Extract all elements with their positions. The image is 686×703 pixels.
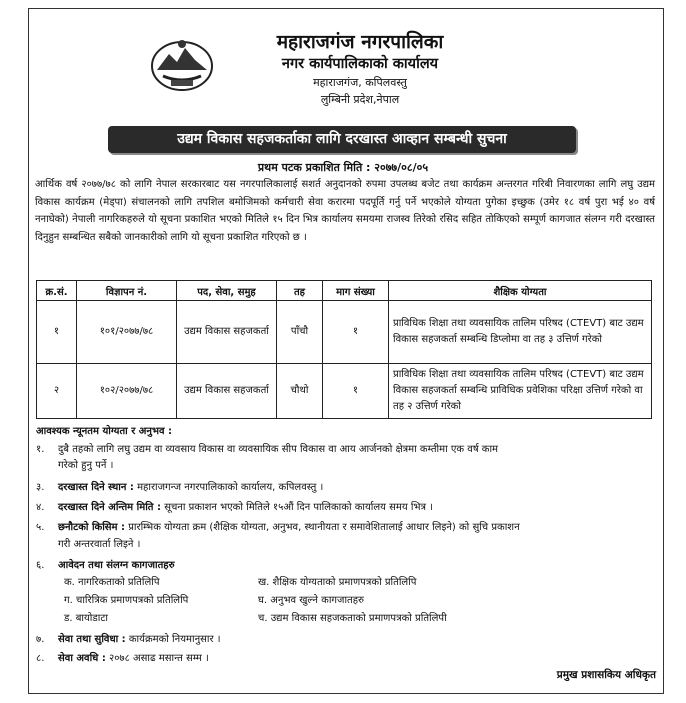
col-header: शैक्षिक योग्यता [389,281,652,301]
req-item-5 [36,520,520,536]
item-text: २०७८ असाढ मसान्त सम्म । [109,653,209,664]
item-text: प्रारम्भिक योग्यता क्रम (शैक्षिक योग्यता, अनुभव, स्थानीयता र समावेशितालाई आधार लिइने) को सुचि प्रकाशन [128,522,520,533]
item-label: दरखास्त दिने अन्तिम मिति : [58,502,161,513]
table-cell: उद्यम विकास सहजकर्ता [177,364,277,419]
item-number: ३. [36,482,45,493]
req-item-7 [36,632,221,648]
item-label: छनौटको किसिम : [58,522,126,533]
table-row [37,301,652,364]
table-cell: १०२/२०७७/७८ [77,364,177,419]
table-cell: १ [323,364,389,419]
doc-item: ख. शैक्षिक योग्यताको प्रमाणपत्रको प्रतिलिपि [258,577,417,588]
item-label: दरखास्त दिने स्थान : [58,482,134,493]
item-text-cont: गरेको हुनु पर्ने । [58,460,114,471]
req-item-8 [36,651,209,667]
item-text: सूचना प्रकाशन भएको मितिले १५औं दिन पालिकाको कार्यालय समय भित्र । [164,502,433,513]
item-label: सेवा अवधि : [58,653,106,664]
col-header: क्र.सं. [37,281,77,301]
item-number: ५. [36,522,45,533]
table-cell: उद्यम विकास सहजकर्ता [177,301,277,364]
item-number: ६. [36,560,45,571]
requirements-heading: आवश्यक न्यूनतम योग्यता र अनुभव : [36,426,173,437]
doc-item: क. नागरिकताको प्रतिलिपि [64,577,160,588]
req-item-6 [36,558,175,574]
publish-date: प्रथम पटक प्रकाशित मिति : २०७७/०८/०५ [257,161,429,174]
item-text: कार्यक्रमको नियमानुसार । [128,634,221,645]
office-province: लुम्बिनी प्रदेश,नेपाल [320,93,400,106]
table-cell: चौथो [277,364,323,419]
doc-item: घ. अनुभव खुल्ने कागजातहरु [258,595,365,606]
table-cell: १ [323,301,389,364]
item-text: दुबै तहको लागि लघु उद्यम वा व्यवसाय विकास वा व्यवसायिक सीप विकास वा आय आर्जनको क्षेत्रमा कम्तीमा एक वर्ष काम [58,444,499,455]
item-number: ४. [36,502,45,513]
doc-item: ग. चारित्रिक प्रमाणपत्रको प्रतिलिपि [64,595,189,606]
table-cell: पाँचौ [277,301,323,364]
table-cell: प्राविधिक शिक्षा तथा व्यवसायिक तालिम परिषद (CTEVT) बाट उद्यम विकास सहजकर्ता सम्बन्धि डिप्लोमा वा तह ३ उत्तिर्ण गरेको [389,301,652,364]
item-number: ८. [36,653,45,664]
req-item-1 [36,442,498,458]
table-cell: १ [37,301,77,364]
col-header: पद, सेवा, समुह [177,281,277,301]
vacancy-table [36,280,652,419]
item-number: ७. [36,634,45,645]
item-label: सेवा तथा सुविधा : [58,634,126,645]
table-header-row [37,281,652,301]
notice-title: उद्यम विकास सहजकर्ताका लागि दरखास्त आव्हान सम्बन्धी सुचना [108,126,576,153]
nepal-emblem-icon [149,36,215,92]
item-label: आवेदन तथा संलग्न कागजातहरु [58,560,175,571]
col-header: विज्ञापन नं. [77,281,177,301]
req-item-4 [36,500,433,516]
table-row [37,364,652,419]
item-text: महाराजगन्ज नगरपालिकाको कार्यालय, कपिलवस्तु । [137,482,324,493]
item-text-cont: गरी अन्तरवार्ता लिइने । [58,539,141,550]
office-address: महाराजगंज, कपिलवस्तु [313,76,407,89]
office-name: नगर कार्यपालिकाको कार्यालय [281,56,439,72]
req-item-3 [36,480,323,496]
table-cell: १०१/२०७७/७८ [77,301,177,364]
signature-title: प्रमुख प्रशासकिय अधिकृत [556,669,656,681]
office-header [230,30,490,108]
item-number: १. [36,444,45,455]
org-name: महाराजगंज नगरपालिका [276,31,444,53]
table-cell: प्राविधिक शिक्षा तथा व्यवसायिक तालिम परिषद (CTEVT) बाट उद्यम विकास सहजकर्ता सम्बन्धि प्राविधिक प्रवेशिका परिक्षा उत्तिर्ण गरेको वा तह २ उत्तिर्ण गरेको [389,364,652,419]
doc-item: च. उद्यम विकास सहजकताको प्रमाणपत्रको प्रतिलिपी [258,613,447,624]
col-header: माग संख्या [323,281,389,301]
table-cell: २ [37,364,77,419]
col-header: तह [277,281,323,301]
doc-item: ड. बायोडाटा [64,613,108,624]
intro-paragraph: आर्थिक वर्ष २०७७/७८ को लागि नेपाल सरकारबाट यस नगरपालिकालाई सशर्त अनुदानको रुपमा उपलब्ध बजेट तथा कार्यक्रम अन्तरगत गरिबी निवारणका लागि लघु उद्यम विकास कार्यक्रम (मेड्पा) संचालनको लागि तपशिल बमोजिमको कर्मचारी सेवा करारमा पदपूर्ति गर्नु पर्ने भएकोले योग्यता पुगेका इच्छुक (उमेर १८ वर्ष पुरा भई ४० वर्ष ननाघेको) नेपाली नागरिकहरुले यो सूचना प्रकाशित भएको मितिले १५ दिन भित्र कार्यालय समयमा राजस्व तिरेको रसिद सहित तोकिएको सम्पूर्ण कागजात संलग्न गरी दरखास्त दिनुहुन सम्बन्धित सबैको जानकारीको लागि यो सूचना प्रकाशित गरिएको छ । [35,179,655,243]
